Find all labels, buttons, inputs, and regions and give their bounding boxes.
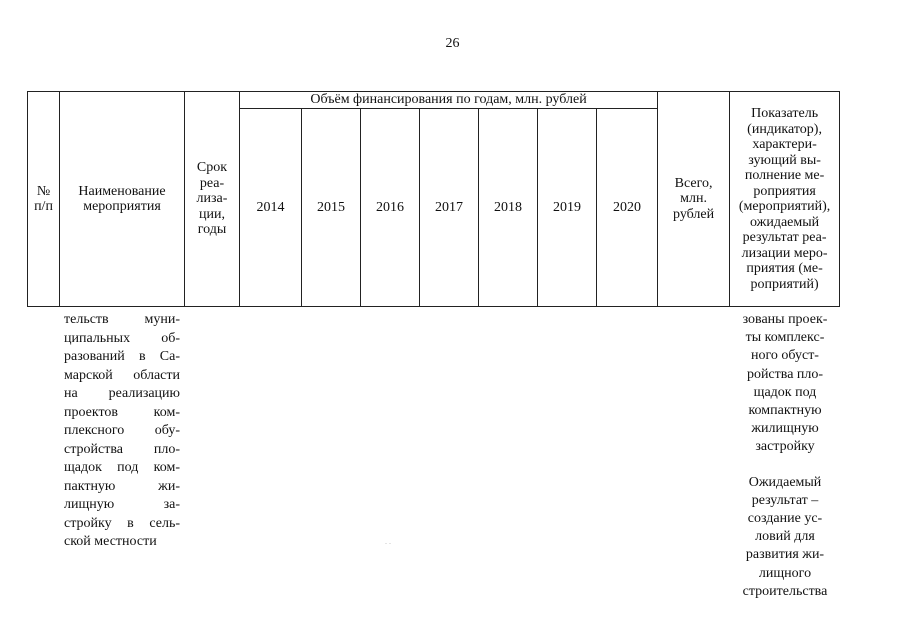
row-name-line: плексного обу- — [64, 423, 180, 438]
header-text: полнение ме- — [744, 168, 825, 183]
page-number: 26 — [445, 36, 460, 51]
header-text: № — [36, 183, 51, 199]
year-header: 2017 — [420, 108, 479, 307]
row-name-line: тельств муни- — [64, 312, 180, 327]
header-text: результат реа- — [742, 230, 827, 245]
row-name-line: щадок под ком- — [64, 460, 180, 475]
year-header: 2014 — [240, 108, 302, 307]
row-indicator-cell — [730, 311, 840, 601]
row-name-cell — [64, 311, 180, 552]
col-total-header — [658, 92, 730, 307]
header-text: реа- — [199, 175, 225, 191]
header-text: (мероприятий), — [738, 199, 831, 214]
header-text: ожидаемый — [750, 214, 820, 230]
row-indicator-line: зованы проек- — [742, 312, 828, 327]
header-text: характери- — [752, 137, 817, 152]
funding-table-header — [27, 91, 840, 307]
row-expected-line: ловий для — [755, 529, 815, 545]
row-indicator-line: застройку — [755, 439, 815, 455]
row-expected-line: лищного — [758, 565, 812, 581]
row-indicator-line: ты комплекс- — [745, 330, 825, 346]
row-name-line: стройку в сель- — [64, 515, 180, 531]
year-header: 2016 — [361, 108, 420, 307]
row-name-line: ской местности — [64, 534, 157, 549]
header-text: роприятий) — [750, 276, 819, 292]
header-text: Всего, — [674, 175, 713, 191]
header-text: лиза- — [196, 191, 228, 207]
row-name-line: ципальных об- — [64, 330, 180, 346]
col-term-header — [185, 92, 240, 307]
col-number-header — [28, 92, 60, 307]
row-expected-line: строительства — [742, 583, 828, 599]
row-indicator-line: жилищную — [751, 421, 819, 437]
header-text: п/п — [34, 199, 53, 214]
header-text: приятия (ме- — [746, 261, 823, 276]
row-name-line: лищную за- — [64, 497, 180, 512]
row-indicator-line: ного обуст- — [751, 348, 819, 364]
row-name-line: марской области — [64, 367, 180, 383]
stray-mark: . . — [385, 537, 391, 546]
row-name-line: разований в Са- — [64, 349, 180, 364]
row-expected-line: результат – — [751, 492, 819, 508]
row-name-line: стройства пло- — [64, 441, 180, 457]
header-text: зующий вы- — [748, 152, 821, 168]
year-header: 2018 — [479, 108, 538, 307]
header-text: Показатель — [751, 106, 819, 121]
col-name-header — [60, 92, 185, 307]
col-indicator-header — [730, 92, 840, 307]
header-text: роприятия — [753, 183, 816, 199]
header-text: Наименование — [78, 183, 166, 199]
row-indicator-line: ройства пло- — [746, 366, 824, 382]
header-text: лизации меро- — [741, 245, 828, 261]
year-header: 2019 — [538, 108, 597, 307]
header-text: мероприятия — [83, 199, 161, 214]
funding-group-header: Объём финансирования по годам, млн. рублей — [240, 92, 658, 109]
header-text: (индикатор), — [747, 121, 822, 137]
row-name-line: пактную жи- — [64, 478, 180, 494]
row-expected-line: развития жи- — [745, 547, 825, 563]
header-text: годы — [197, 222, 227, 238]
row-name-line: проектов ком- — [64, 404, 180, 420]
year-header: 2020 — [597, 108, 658, 307]
paragraph-gap — [730, 457, 840, 474]
header-text: рублей — [673, 206, 715, 222]
header-text: млн. — [680, 191, 707, 207]
row-indicator-line: компактную — [748, 403, 822, 419]
row-expected-line: Ожидаемый — [748, 474, 822, 490]
row-name-line: на реализацию — [64, 386, 180, 401]
header-text: Срок — [196, 160, 228, 176]
header-text: ции, — [199, 206, 225, 222]
year-header: 2015 — [302, 108, 361, 307]
row-expected-line: создание ус- — [747, 511, 823, 527]
row-indicator-line: щадок под — [753, 384, 817, 400]
